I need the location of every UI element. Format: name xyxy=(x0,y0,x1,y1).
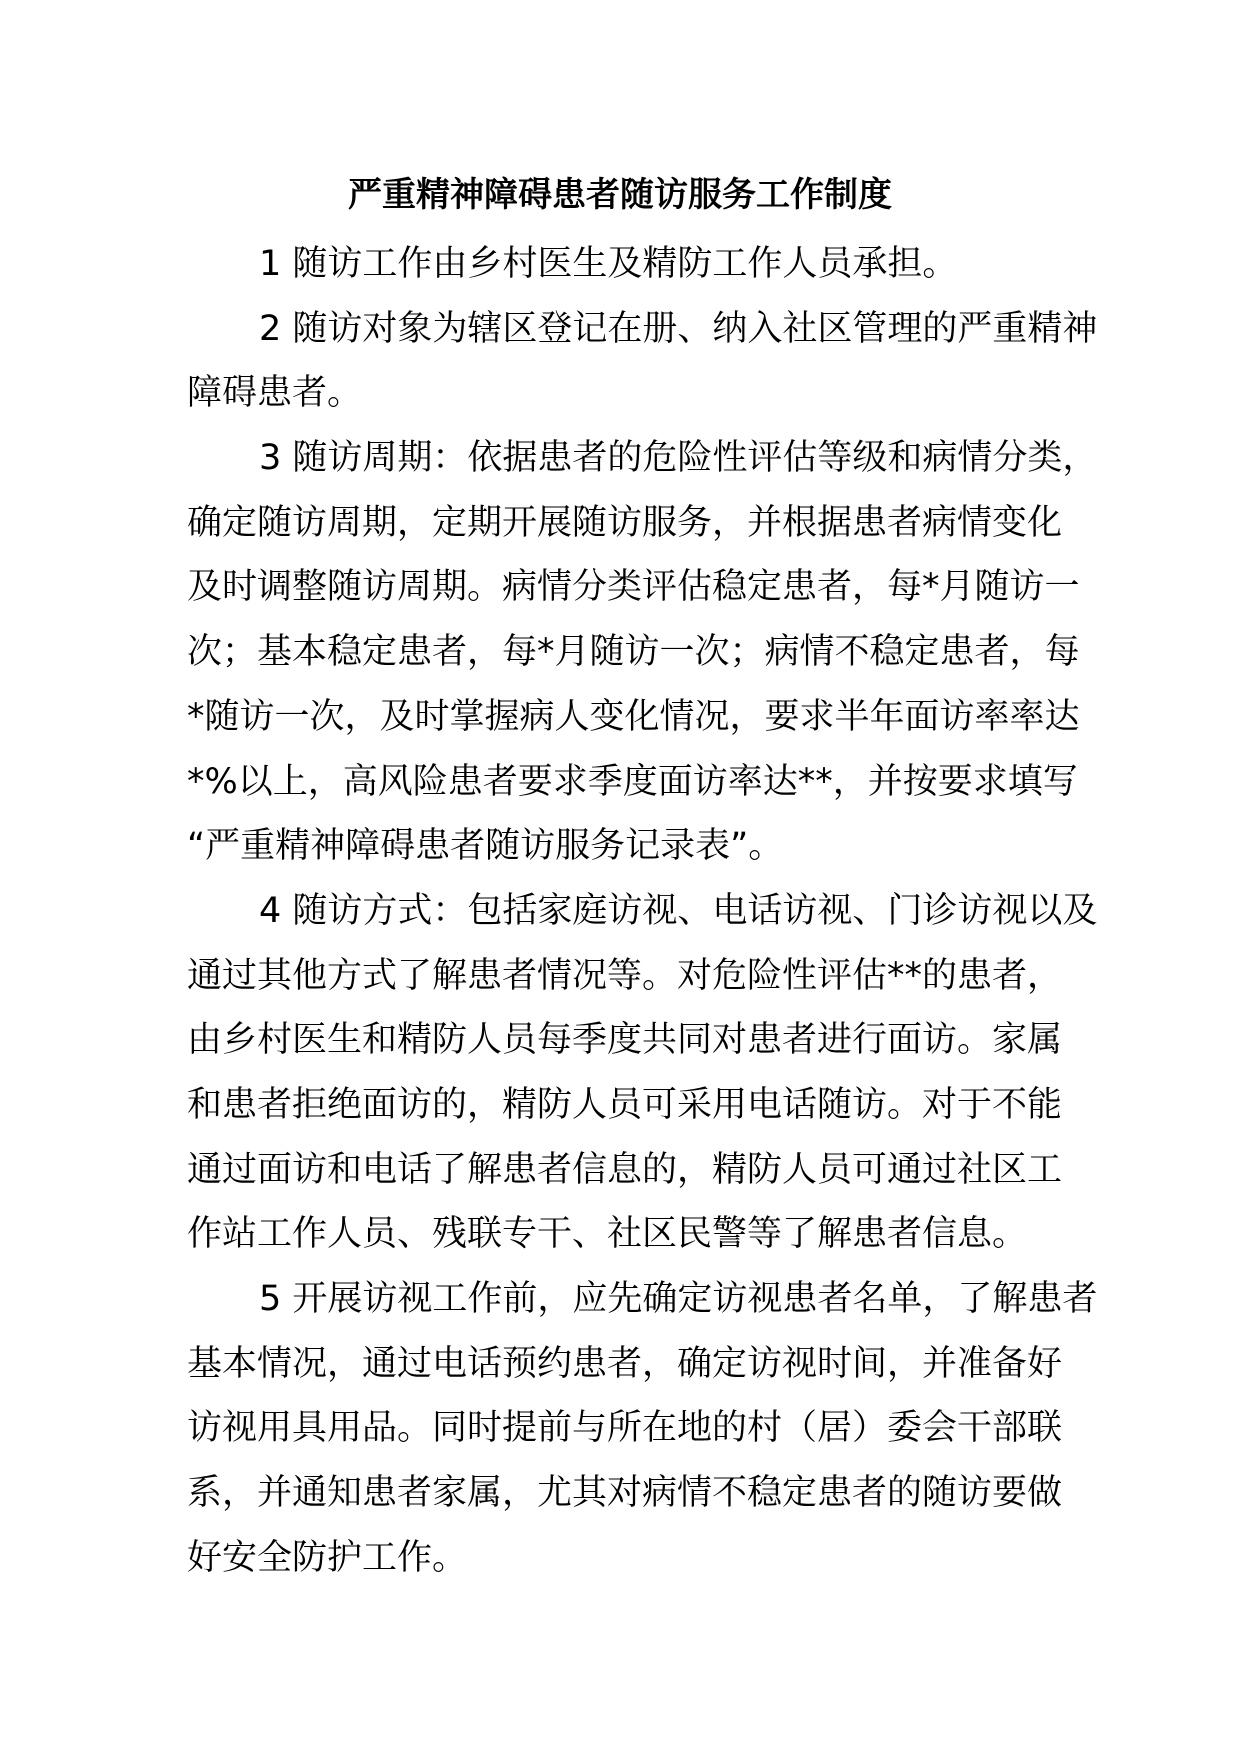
paragraph-line: 好安全防护工作。 xyxy=(187,1537,468,1578)
paragraph-line: 和患者拒绝面访的，精防人员可采用电话随访。对于不能 xyxy=(187,1084,1063,1125)
paragraph xyxy=(187,1267,1098,1590)
paragraph xyxy=(187,232,1053,297)
paragraph-line: 通过面访和电话了解患者信息的，精防人员可通过社区工 xyxy=(187,1149,1063,1190)
document-title: 严重精神障碍患者随访服务工作制度 xyxy=(348,175,892,215)
paragraph-line: 确定随访周期，定期开展随访服务，并根据患者病情变化 xyxy=(187,502,1063,543)
paragraph-line: 通过其他方式了解患者情况等。对危险性评估**的患者， xyxy=(187,955,1063,996)
paragraph xyxy=(187,879,1098,1267)
paragraph-line: 由乡村医生和精防人员每季度共同对患者进行面访。家属 xyxy=(187,1020,1063,1061)
paragraph-line: 及时调整随访周期。病情分类评估稳定患者，每*月随访一 xyxy=(187,567,1080,608)
paragraph-line: *随访一次，及时掌握病人变化情况，要求半年面访率率达 xyxy=(187,696,1080,737)
paragraph-line: 基本情况，通过电话预约患者，确定访视时间，并准备好 xyxy=(187,1343,1063,1384)
paragraph xyxy=(187,297,1098,426)
paragraph-line: 系，并通知患者家属，尤其对病情不稳定患者的随访要做 xyxy=(187,1473,1063,1514)
paragraph-line: 2 随访对象为辖区登记在册、纳入社区管理的严重精神 xyxy=(259,308,1098,349)
paragraph-line: 障碍患者。 xyxy=(187,373,363,414)
paragraph-line: 作站工作人员、残联专干、社区民警等了解患者信息。 xyxy=(187,1214,1028,1255)
paragraph-line: 次；基本稳定患者，每*月随访一次；病情不稳定患者，每 xyxy=(187,632,1080,673)
paragraph-line: 访视用具用品。同时提前与所在地的村（居）委会干部联 xyxy=(187,1408,1063,1449)
document-body xyxy=(187,232,1098,1590)
paragraph-line: *%以上，高风险患者要求季度面访率达**，并按要求填写 xyxy=(187,761,1078,802)
paragraph-line: 1 随访工作由乡村医生及精防工作人员承担。 xyxy=(259,244,958,284)
document-page xyxy=(187,163,1098,1590)
paragraph-line: 4 随访方式：包括家庭访视、电话访视、门诊访视以及 xyxy=(259,890,1098,931)
paragraph-line: “严重精神障碍患者随访服务记录表”。 xyxy=(187,826,784,867)
paragraph-line: 3 随访周期：依据患者的危险性评估等级和病情分类， xyxy=(259,438,1098,479)
paragraph xyxy=(187,426,1098,879)
paragraph-line: 5 开展访视工作前，应先确定访视患者名单，了解患者 xyxy=(259,1279,1098,1319)
